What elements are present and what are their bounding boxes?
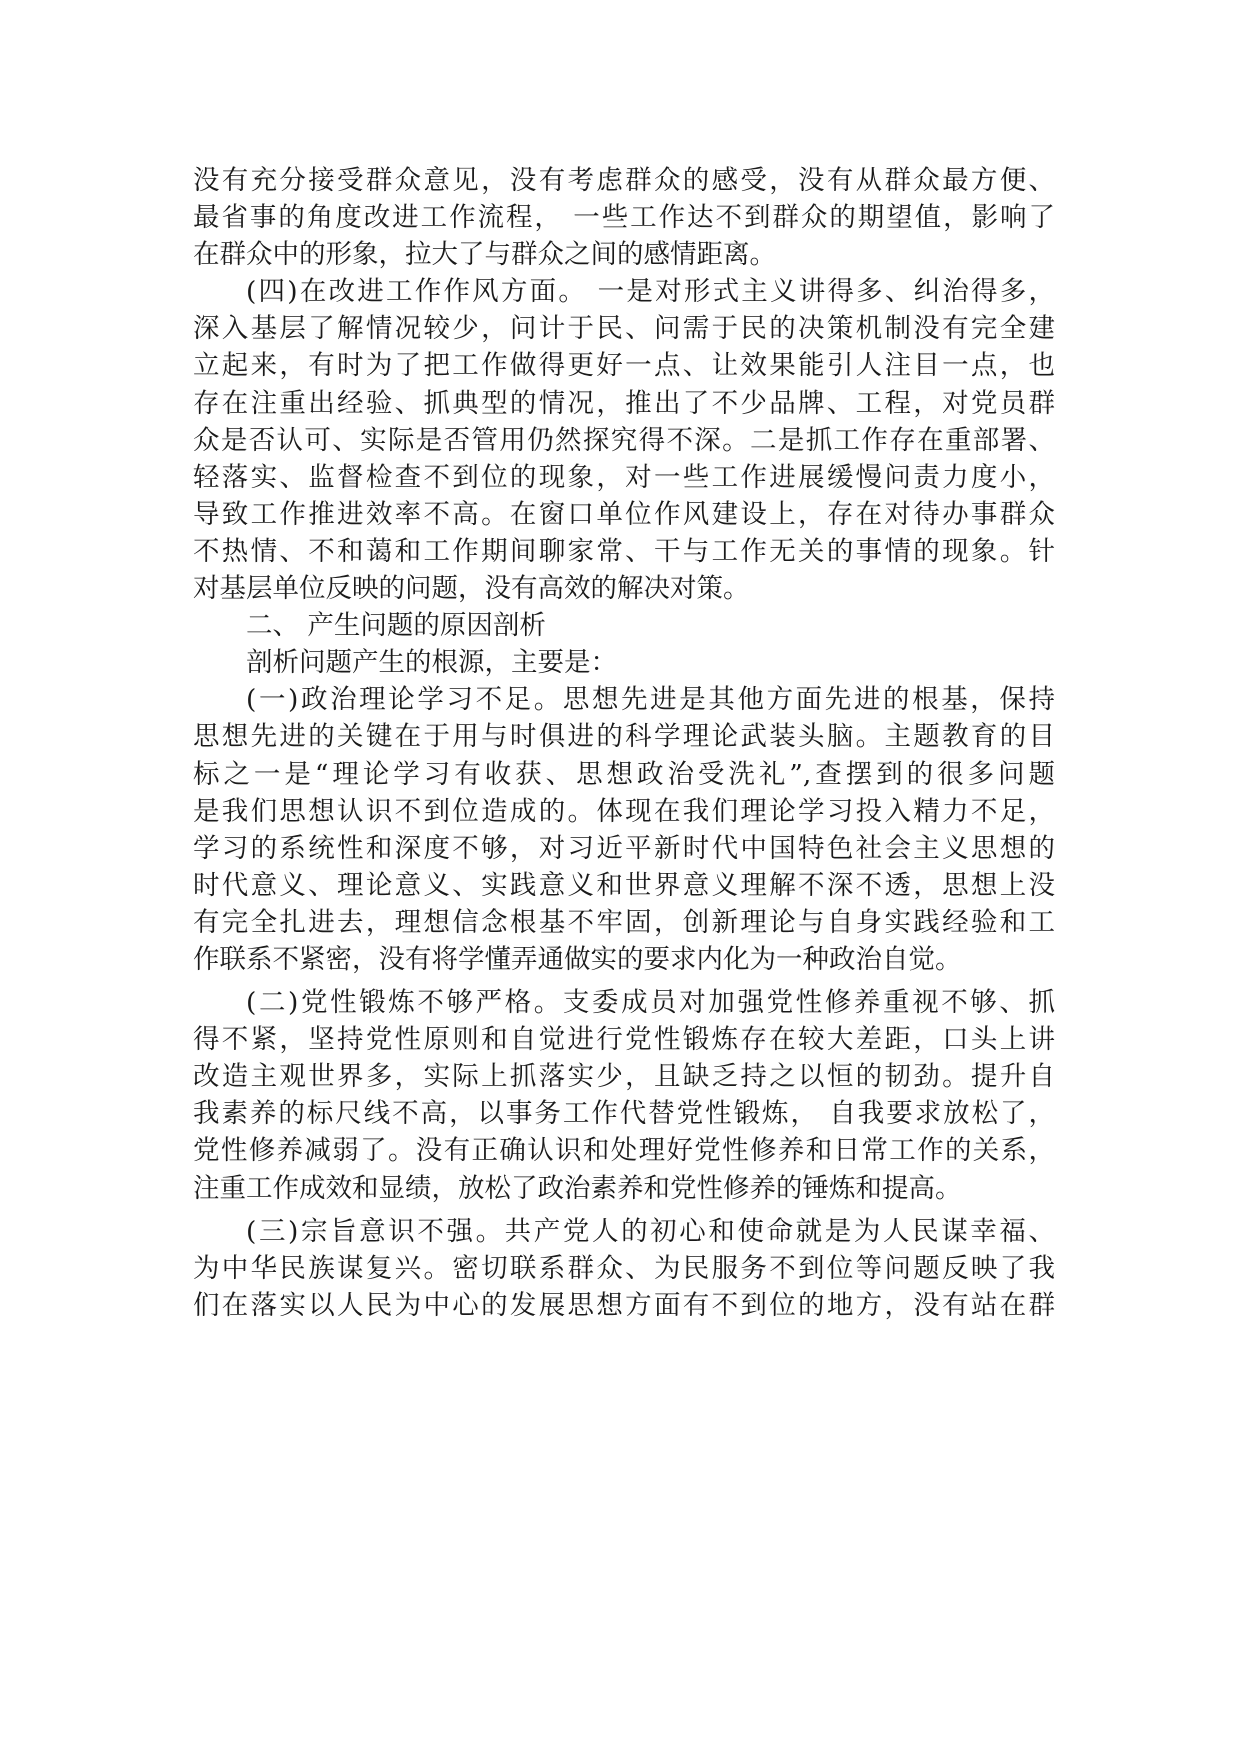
text-line: 改造主观世界多，实际上抓落实少，且缺乏持之以恒的韧劲。提升自	[193, 1061, 1055, 1093]
text-line: 标之一是“理论学习有收获、思想政治受洗礼”,查摆到的很多问题	[193, 758, 1055, 790]
paragraph	[193, 681, 1055, 978]
text-line: 不热情、不和蔼和工作期间聊家常、干与工作无关的事情的现象。针	[193, 535, 1055, 567]
text-line: 对基层单位反映的问题，没有高效的解决对策。	[193, 573, 750, 605]
text-line: 存在注重出经验、抓典型的情况，推出了不少品牌、工程，对党员群	[193, 387, 1055, 419]
text-line: 最省事的角度改进工作流程， 一些工作达不到群众的期望值，影响了	[193, 202, 1055, 234]
paragraph	[193, 1213, 1055, 1324]
text-line: 们在落实以人民为中心的发展思想方面有不到位的地方，没有站在群	[193, 1289, 1055, 1321]
text-line: 是我们思想认识不到位造成的。体现在我们理论学习投入精力不足，	[193, 795, 1055, 827]
text-line: 轻落实、监督检查不到位的现象，对一些工作进展缓慢问责力度小，	[193, 461, 1055, 493]
text-line: 时代意义、理论意义、实践意义和世界意义理解不深不透，思想上没	[193, 869, 1055, 901]
text-line: (一)政治理论学习不足。思想先进是其他方面先进的根基，保持	[246, 684, 1055, 716]
text-line: 得不紧，坚持党性原则和自觉进行党性锻炼存在较大差距，口头上讲	[193, 1024, 1055, 1056]
text-line: 有完全扎进去，理想信念根基不牢固，创新理论与自身实践经验和工	[193, 906, 1055, 938]
text-line: (二)党性锻炼不够严格。支委成员对加强党性修养重视不够、抓	[246, 987, 1055, 1019]
text-line: 在群众中的形象，拉大了与群众之间的感情距离。	[193, 239, 776, 271]
text-line: 没有充分接受群众意见，没有考虑群众的感受，没有从群众最方便、	[193, 165, 1055, 196]
text-line: (四)在改进工作作风方面。 一是对形式主义讲得多、纠治得多，	[246, 276, 1055, 308]
paragraph	[193, 644, 1055, 681]
text-line: 立起来，有时为了把工作做得更好一点、让效果能引人注目一点，也	[193, 350, 1055, 382]
text-line: (三)宗旨意识不强。共产党人的初心和使命就是为人民谋幸福、	[246, 1215, 1055, 1247]
text-line: 作联系不紧密，没有将学懂弄通做实的要求内化为一种政治自觉。	[193, 943, 962, 975]
text-line: 众是否认可、实际是否管用仍然探究得不深。二是抓工作存在重部署、	[193, 424, 1055, 456]
text-line: 党性修养减弱了。没有正确认识和处理好党性修养和日常工作的关系，	[193, 1135, 1055, 1167]
text-line: 深入基层了解情况较少，问计于民、问需于民的决策机制没有完全建	[193, 313, 1055, 345]
text-line: 为中华民族谋复兴。密切联系群众、为民服务不到位等问题反映了我	[193, 1252, 1055, 1284]
text-line: 我素养的标尺线不高，以事务工作代替党性锻炼， 自我要求放松了，	[193, 1098, 1055, 1130]
section-heading	[193, 607, 1055, 644]
heading-text: 二、 产生问题的原因剖析	[246, 610, 546, 642]
text-line: 学习的系统性和深度不够，对习近平新时代中国特色社会主义思想的	[193, 832, 1055, 864]
paragraph	[193, 162, 1055, 273]
text-line: 注重工作成效和显绩，放松了政治素养和党性修养的锤炼和提高。	[193, 1172, 962, 1204]
document-body	[193, 162, 1055, 1324]
paragraph	[193, 273, 1055, 607]
text-line: 思想先进的关键在于用与时俱进的科学理论武装头脑。主题教育的目	[193, 721, 1055, 753]
text-line: 导致工作推进效率不高。在窗口单位作风建设上，存在对待办事群众	[193, 498, 1055, 530]
paragraph	[193, 984, 1055, 1207]
text-line: 剖析问题产生的根源，主要是：	[246, 647, 617, 679]
